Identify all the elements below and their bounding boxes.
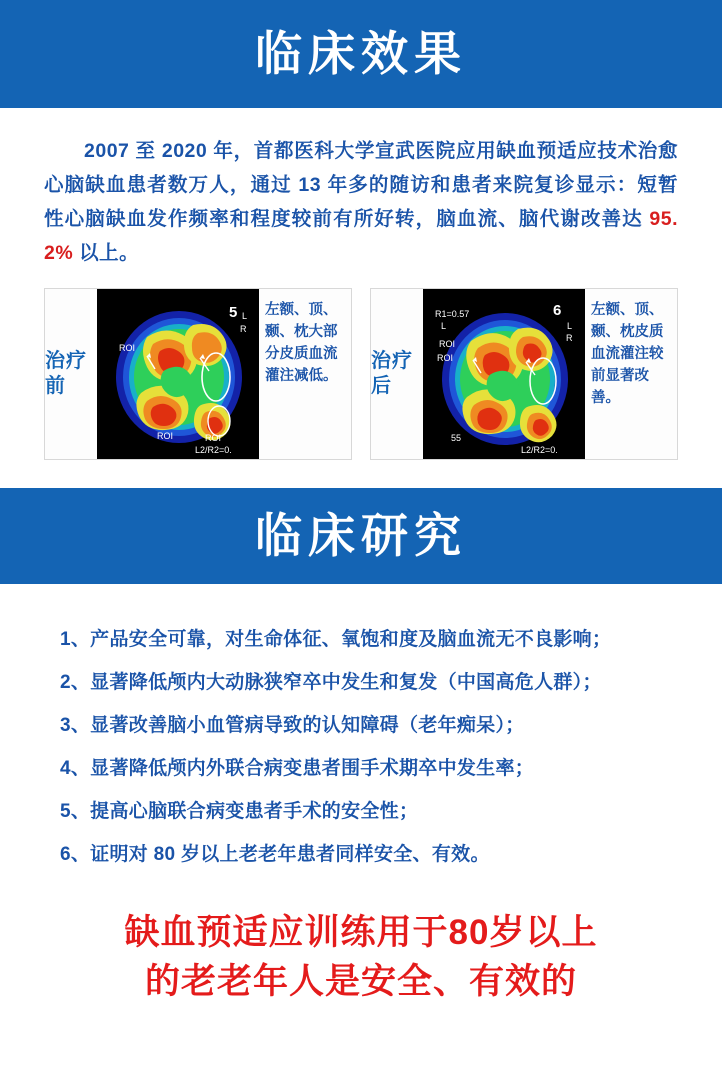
list-item: 4、显著降低颅内外联合病变患者围手术期卒中发生率； bbox=[60, 758, 535, 779]
intro-paragraph bbox=[44, 134, 678, 270]
svg-text:L: L bbox=[567, 321, 573, 331]
conclusion-statement bbox=[40, 908, 682, 1006]
svg-text:R: R bbox=[240, 324, 247, 334]
panel-label-before bbox=[45, 289, 97, 459]
conclusion-line-1: 缺血预适应训练用于80岁以上 bbox=[124, 913, 598, 952]
svg-text:55: 55 bbox=[451, 433, 462, 443]
svg-text:ROI: ROI bbox=[205, 433, 222, 443]
svg-text:ROI: ROI bbox=[439, 339, 456, 349]
clinical-research-list bbox=[60, 618, 662, 876]
svg-text:L: L bbox=[242, 311, 248, 321]
svg-text:L2/R2=0.: L2/R2=0. bbox=[521, 445, 558, 455]
panel-caption-before: 左额、顶、颞、枕大部分皮质血流灌注减低。 bbox=[265, 302, 338, 384]
panel-before-treatment bbox=[44, 288, 352, 460]
conclusion-line-2: 的老老年人是安全、有效的 bbox=[144, 962, 577, 1001]
panel-label-after bbox=[371, 289, 423, 459]
svg-text:L: L bbox=[441, 321, 447, 331]
panel-after-treatment bbox=[370, 288, 678, 460]
svg-text:R1=0.57: R1=0.57 bbox=[435, 309, 470, 319]
brain-perfusion-scan-before-icon bbox=[97, 289, 259, 459]
list-item: 1、产品安全可靠，对生命体征、氧饱和度及脑血流无不良影响； bbox=[60, 629, 612, 650]
panel-label-before-text: 治疗前 bbox=[45, 350, 87, 397]
svg-text:ROI: ROI bbox=[119, 343, 136, 353]
list-item: 3、显著改善脑小血管病导致的认知障碍（老年痴呆）； bbox=[60, 715, 525, 736]
intro-highlight-value: 95. 2% bbox=[44, 208, 678, 264]
section-title-clinical-research: 临床研究 bbox=[0, 488, 722, 584]
section-title-clinical-effect: 临床效果 bbox=[0, 0, 722, 108]
svg-text:L2/R2=0.: L2/R2=0. bbox=[195, 445, 232, 455]
svg-text:R: R bbox=[566, 333, 573, 343]
svg-text:ROI: ROI bbox=[157, 431, 174, 441]
svg-text:5: 5 bbox=[229, 304, 238, 321]
panel-label-after-text: 治疗后 bbox=[371, 350, 413, 397]
scan-comparison-panels bbox=[44, 288, 678, 460]
intro-text-part1: 2007 至 2020 年，首都医科大学宣武医院应用缺血预适应技术治愈心脑缺血患者数万人，通过 13 年多的随访和患者来院复诊显示：短暂性心脑缺血发作频率和程度较前有所好转，脑血流、脑代谢改善达 bbox=[44, 140, 678, 230]
list-item: 2、显著降低颅内大动脉狭窄卒中发生和复发（中国高危人群）； bbox=[60, 672, 602, 693]
list-item: 5、提高心脑联合病变患者手术的安全性； bbox=[60, 801, 419, 822]
intro-text-part2: 以上。 bbox=[73, 242, 140, 264]
brain-perfusion-scan-after-icon bbox=[423, 289, 585, 459]
svg-text:ROI: ROI bbox=[437, 353, 454, 363]
panel-caption-after: 左额、顶、颞、枕皮质血流灌注较前显著改善。 bbox=[591, 302, 664, 406]
list-item: 6、证明对 80 岁以上老老年患者同样安全、有效。 bbox=[60, 844, 490, 865]
svg-text:6: 6 bbox=[553, 302, 562, 319]
